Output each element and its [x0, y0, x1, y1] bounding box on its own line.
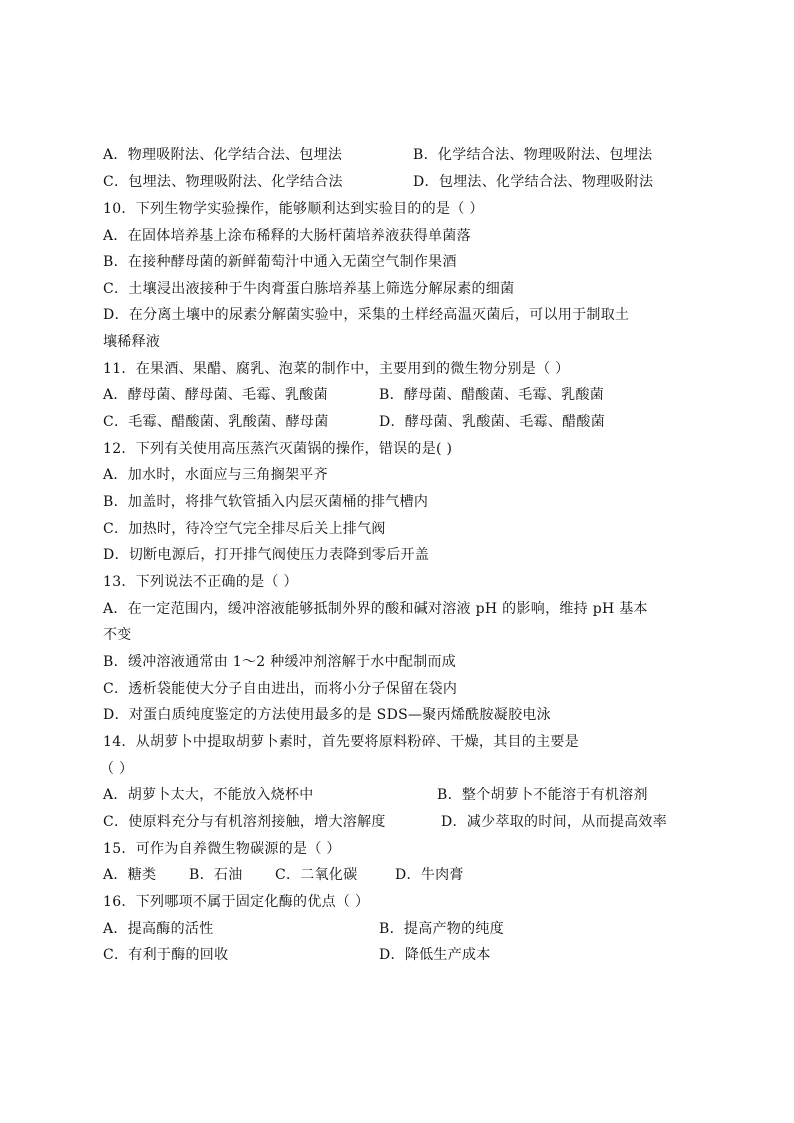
q10-option-d-line2: 壤稀释液: [103, 334, 161, 350]
q14-option-c: C．使原料充分与有机溶剂接触，增大溶解度: [103, 814, 386, 830]
q16-option-d: D．降低生产成本: [379, 947, 491, 963]
q15-option-d: D．牛肉膏: [395, 867, 464, 883]
q10-option-c: C．土壤浸出液接种于牛肉膏蛋白胨培养基上筛选分解尿素的细菌: [103, 281, 515, 297]
q11-stem: 11．在果酒、果醋、腐乳、泡菜的制作中，主要用到的微生物分别是（ ）: [103, 361, 570, 377]
q14-option-d: D．减少萃取的时间，从而提高效率: [441, 814, 668, 830]
q13-stem: 13．下列说法不正确的是（ ）: [103, 574, 298, 590]
q14-option-a: A．胡萝卜太大，不能放入烧杯中: [103, 787, 314, 803]
q16-stem: 16．下列哪项不属于固定化酶的优点（ ）: [103, 894, 370, 910]
q13-option-d: D．对蛋白质纯度鉴定的方法使用最多的是 SDS—聚丙烯酰胺凝胶电泳: [103, 707, 551, 723]
q10-option-a: A．在固体培养基上涂布稀释的大肠杆菌培养液获得单菌落: [103, 228, 471, 244]
q14-stem: 14．从胡萝卜中提取胡萝卜素时，首先要将原料粉碎、干燥，其目的主要是: [103, 734, 580, 750]
q9-option-c: C．包埋法、物理吸附法、化学结合法: [103, 174, 343, 190]
q10-stem: 10．下列生物学实验操作，能够顺利达到实验目的的是（ ）: [103, 201, 484, 217]
q10-option-d-line1: D．在分离土壤中的尿素分解菌实验中，采集的土样经高温灭菌后，可以用于制取土: [103, 307, 630, 323]
q16-option-c: C．有利于酶的回收: [103, 947, 229, 963]
q16-option-a: A．提高酶的活性: [103, 921, 214, 937]
q12-option-c: C．加热时，待冷空气完全排尽后关上排气阀: [103, 521, 386, 537]
q13-option-b: B．缓冲溶液通常由 1～2 种缓冲剂溶解于水中配制而成: [103, 654, 457, 670]
q11-option-b: B．酵母菌、醋酸菌、毛霉、乳酸菌: [379, 387, 605, 403]
q15-option-b: B．石油: [189, 867, 243, 883]
q9-option-a: A．物理吸附法、化学结合法、包埋法: [103, 147, 343, 163]
q10-option-b: B．在接种酵母菌的新鲜葡萄汁中通入无菌空气制作果酒: [103, 254, 457, 270]
q11-option-a: A．酵母菌、酵母菌、毛霉、乳酸菌: [103, 387, 328, 403]
q15-stem: 15．可作为自养微生物碳源的是（ ）: [103, 841, 341, 857]
q13-option-a-line2: 不变: [103, 627, 132, 643]
q14-option-b: B．整个胡萝卜不能溶于有机溶剂: [437, 787, 648, 803]
q11-option-c: C．毛霉、醋酸菌、乳酸菌、酵母菌: [103, 414, 329, 430]
q15-option-a: A．糖类: [103, 867, 157, 883]
q14-answer-paren: （ ）: [100, 761, 134, 777]
q11-option-d: D．酵母菌、乳酸菌、毛霉、醋酸菌: [379, 414, 606, 430]
q13-option-c: C．透析袋能使大分子自由进出，而将小分子保留在袋内: [103, 681, 458, 697]
q16-option-b: B．提高产物的纯度: [379, 921, 504, 937]
q12-option-a: A．加水时，水面应与三角搁架平齐: [103, 467, 328, 483]
q12-option-b: B．加盖时，将排气软管插入内层灭菌桶的排气槽内: [103, 494, 429, 510]
q9-option-b: B．化学结合法、物理吸附法、包埋法: [413, 147, 653, 163]
q13-option-a-line1: A．在一定范围内，缓冲溶液能够抵制外界的酸和碱对溶液 pH 的影响，维持 pH 基本: [103, 601, 648, 617]
q12-option-d: D．切断电源后，打开排气阀使压力表降到零后开盖: [103, 547, 430, 563]
q9-option-d: D．包埋法、化学结合法、物理吸附法: [413, 174, 654, 190]
q15-option-c: C．二氧化碳: [275, 867, 358, 883]
q12-stem: 12．下列有关使用高压蒸汽灭菌锅的操作，错误的是( ): [103, 441, 453, 457]
